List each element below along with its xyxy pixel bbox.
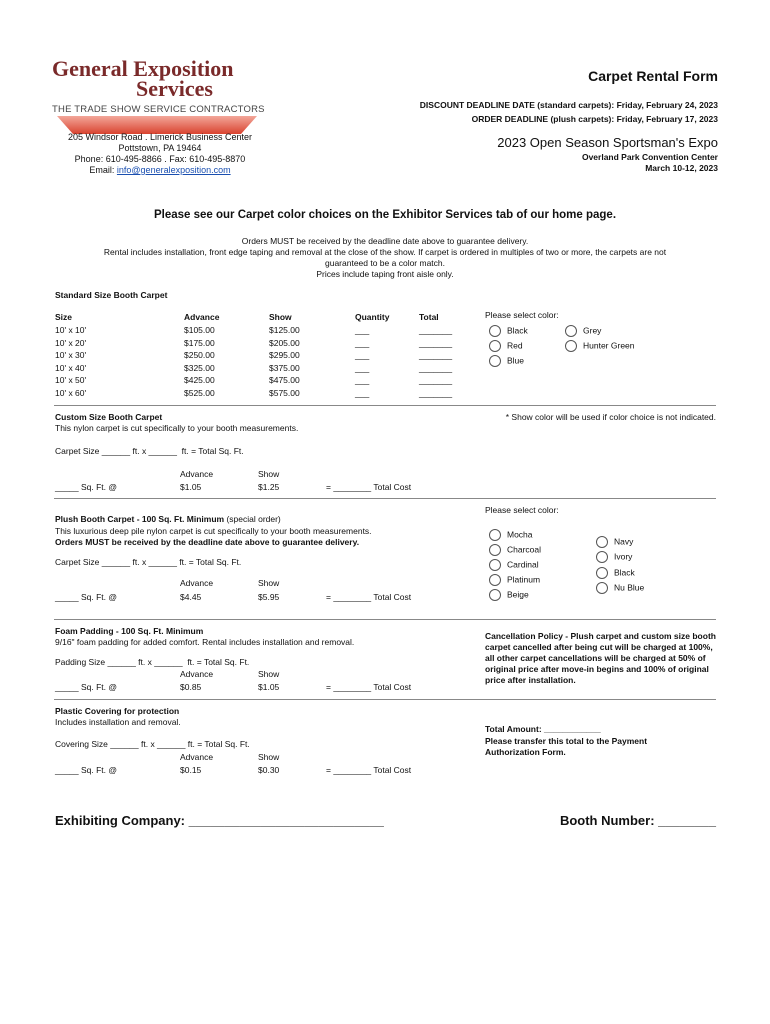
event-dates: March 10-12, 2023 [645, 163, 718, 173]
notice-line3: guaranteed to be a color match. [324, 258, 446, 268]
cancellation-policy: Cancellation Policy - Plush carpet and custom size booth carpet cancelled after being cut will be charged at 100%, all other carpet cancellations will be charged at 50% of original price after move-in begins and 100% of original price after installation. [485, 631, 716, 685]
radio-icon[interactable] [489, 325, 501, 337]
notice-line1: Orders MUST be received by the deadline date above to guarantee delivery. [241, 236, 529, 246]
plush-desc: This luxurious deep pile nylon carpet is cut specifically to your booth measurements. [55, 526, 372, 536]
color-label: Navy [614, 536, 634, 547]
plush-option-charcoal[interactable] [489, 544, 541, 556]
exhibiting-company-field[interactable]: Exhibiting Company: ___________________________ [55, 813, 384, 828]
plush-option-navy[interactable] [596, 536, 633, 548]
notice-line2: Rental includes installation, front edge taping and removal at the close of the show. If carpet is ordered in multiples of two or more, the carpets are not [103, 247, 667, 257]
plush-option-platinum[interactable] [489, 574, 540, 586]
plush-advance-label: Advance [180, 578, 214, 588]
color-option-hunter-green[interactable] [565, 340, 635, 352]
company-tagline: THE TRADE SHOW SERVICE CONTRACTORS [52, 104, 265, 115]
radio-icon[interactable] [596, 536, 608, 548]
advance-column: $105.00 $175.00 $250.00 $325.00 $425.00 $525.00 [184, 325, 215, 398]
plush-show-price: $5.95 [258, 592, 280, 602]
radio-icon[interactable] [489, 544, 501, 556]
col-size-header: Size [55, 312, 73, 322]
plush-advance-price: $4.45 [180, 592, 202, 602]
custom-advance-price: $1.05 [180, 482, 202, 492]
padding-sqft[interactable]: _____ Sq. Ft. @ [55, 682, 118, 692]
plush-size-line[interactable]: Carpet Size ______ ft. x ______ ft. = Total Sq. Ft. [55, 557, 242, 567]
radio-icon[interactable] [596, 567, 608, 579]
standard-color-prompt: Please select color: [485, 310, 559, 320]
plush-option-black[interactable] [596, 567, 635, 579]
color-label: Cardinal [507, 559, 539, 570]
plastic-desc: Includes installation and removal. [55, 717, 181, 727]
color-label: Red [507, 340, 523, 351]
form-title: Carpet Rental Form [588, 68, 718, 84]
plush-option-ivory[interactable] [596, 551, 632, 563]
divider [54, 405, 716, 406]
col-show-header: Show [269, 312, 292, 322]
col-advance-header: Advance [184, 312, 220, 322]
color-option-blue[interactable] [489, 355, 524, 367]
plastic-title: Plastic Covering for protection [55, 706, 180, 716]
radio-icon[interactable] [489, 589, 501, 601]
plush-title-bold: Plush Booth Carpet - 100 Sq. Ft. Minimum [55, 514, 225, 524]
plush-show-label: Show [258, 578, 280, 588]
custom-desc: This nylon carpet is cut specifically to your booth measurements. [55, 423, 299, 433]
custom-show-price: $1.25 [258, 482, 280, 492]
radio-icon[interactable] [596, 582, 608, 594]
color-label: Blue [507, 355, 525, 366]
color-label: Nu Blue [614, 582, 645, 593]
custom-size-line[interactable]: Carpet Size ______ ft. x ______ ft. = Total Sq. Ft. [55, 446, 244, 456]
address-line1: 205 Windsor Road . Limerick Business Center [67, 132, 253, 142]
address-line2: Pottstown, PA 19464 [118, 143, 202, 153]
plush-deadline: Orders MUST be received by the deadline date above to guarantee delivery. [55, 537, 360, 547]
plush-title-note: (special order) [224, 514, 281, 524]
plastic-advance-label: Advance [180, 752, 214, 762]
custom-show-label: Show [258, 469, 280, 479]
custom-sqft[interactable]: _____ Sq. Ft. @ [55, 482, 118, 492]
custom-advance-label: Advance [180, 469, 214, 479]
plastic-size-line[interactable]: Covering Size ______ ft. x ______ ft. = Total Sq. Ft. [55, 739, 250, 749]
plastic-total-cost[interactable]: = ________ Total Cost [326, 765, 412, 775]
radio-icon[interactable] [565, 340, 577, 352]
plush-title [55, 514, 281, 524]
radio-icon[interactable] [565, 325, 577, 337]
color-label: Platinum [507, 574, 541, 585]
radio-icon[interactable] [489, 340, 501, 352]
plush-option-cardinal[interactable] [489, 559, 539, 571]
color-option-red[interactable] [489, 340, 523, 352]
email-label: Email: [89, 165, 117, 175]
plush-option-mocha[interactable] [489, 529, 533, 541]
padding-desc: 9/16" foam padding for added comfort. Rental includes installation and removal. [55, 637, 355, 647]
color-label: Black [507, 325, 528, 336]
plush-option-beige[interactable] [489, 589, 529, 601]
divider [54, 619, 716, 620]
radio-icon[interactable] [596, 551, 608, 563]
notice-headline: Please see our Carpet color choices on the Exhibitor Services tab of our home page. [153, 209, 617, 221]
total-column[interactable]: _______ _______ _______ _______ _______ _______ [419, 325, 453, 398]
padding-advance-price: $0.85 [180, 682, 202, 692]
color-label: Black [614, 567, 635, 578]
show-column: $125.00 $205.00 $295.00 $375.00 $475.00 $575.00 [269, 325, 300, 398]
email-link[interactable]: info@generalexposition.com [116, 165, 231, 175]
radio-icon[interactable] [489, 355, 501, 367]
custom-title: Custom Size Booth Carpet [55, 412, 163, 422]
col-quantity-header: Quantity [355, 312, 390, 322]
phone-fax: Phone: 610-495-8866 . Fax: 610-495-8870 [74, 154, 246, 164]
total-note: Please transfer this total to the Payment Authorization Form. [485, 736, 648, 757]
color-option-black[interactable] [489, 325, 528, 337]
radio-icon[interactable] [489, 574, 501, 586]
plastic-sqft[interactable]: _____ Sq. Ft. @ [55, 765, 118, 775]
padding-show-label: Show [258, 669, 280, 679]
padding-show-price: $1.05 [258, 682, 280, 692]
company-name-line1: General Exposition [52, 56, 234, 81]
order-deadline: ORDER DEADLINE (plush carpets): Friday, February 17, 2023 [471, 114, 718, 124]
email-line [54, 165, 266, 176]
show-color-note: * Show color will be used if color choice is not indicated. [505, 412, 716, 422]
plush-total-cost[interactable]: = ________ Total Cost [326, 592, 412, 602]
padding-title: Foam Padding - 100 Sq. Ft. Minimum [55, 626, 204, 636]
radio-icon[interactable] [489, 529, 501, 541]
notice-line4: Prices include taping front aisle only. [316, 269, 454, 279]
venue: Overland Park Convention Center [581, 152, 718, 162]
plastic-advance-price: $0.15 [180, 765, 202, 775]
padding-advance-label: Advance [180, 669, 214, 679]
standard-title: Standard Size Booth Carpet [55, 290, 168, 300]
quantity-column[interactable]: ___ ___ ___ ___ ___ ___ [355, 325, 370, 398]
radio-icon[interactable] [489, 559, 501, 571]
custom-total-cost[interactable]: = ________ Total Cost [326, 482, 412, 492]
plastic-show-price: $0.30 [258, 765, 280, 775]
notice-body [54, 236, 716, 280]
plush-option-nu-blue[interactable] [596, 582, 644, 594]
padding-size-line[interactable]: Padding Size ______ ft. x ______ ft. = Total Sq. Ft. [55, 657, 250, 667]
company-name-line2: Services [136, 76, 213, 101]
size-column: 10' x 10' 10' x 20' 10' x 30' 10' x 40' 10' x 50' 10' x 60' [55, 325, 87, 398]
divider [54, 699, 716, 700]
color-label: Grey [583, 325, 602, 336]
plush-sqft[interactable]: _____ Sq. Ft. @ [55, 592, 118, 602]
discount-deadline: DISCOUNT DEADLINE DATE (standard carpets): Friday, February 24, 2023 [419, 100, 718, 110]
event-title: 2023 Open Season Sportsman's Expo [497, 135, 718, 150]
color-label: Beige [507, 589, 529, 600]
color-option-grey[interactable] [565, 325, 601, 337]
color-label: Hunter Green [583, 340, 635, 351]
padding-total-cost[interactable]: = ________ Total Cost [326, 682, 412, 692]
plush-color-prompt: Please select color: [485, 505, 559, 515]
booth-number-field[interactable]: Booth Number: ________ [559, 813, 716, 828]
color-label: Charcoal [507, 544, 542, 555]
color-label: Mocha [507, 529, 533, 540]
company-address [54, 132, 266, 176]
divider [54, 498, 716, 499]
col-total-header: Total [419, 312, 439, 322]
total-amount[interactable]: Total Amount: ____________ [485, 724, 601, 734]
plastic-show-label: Show [258, 752, 280, 762]
color-label: Ivory [614, 551, 633, 562]
